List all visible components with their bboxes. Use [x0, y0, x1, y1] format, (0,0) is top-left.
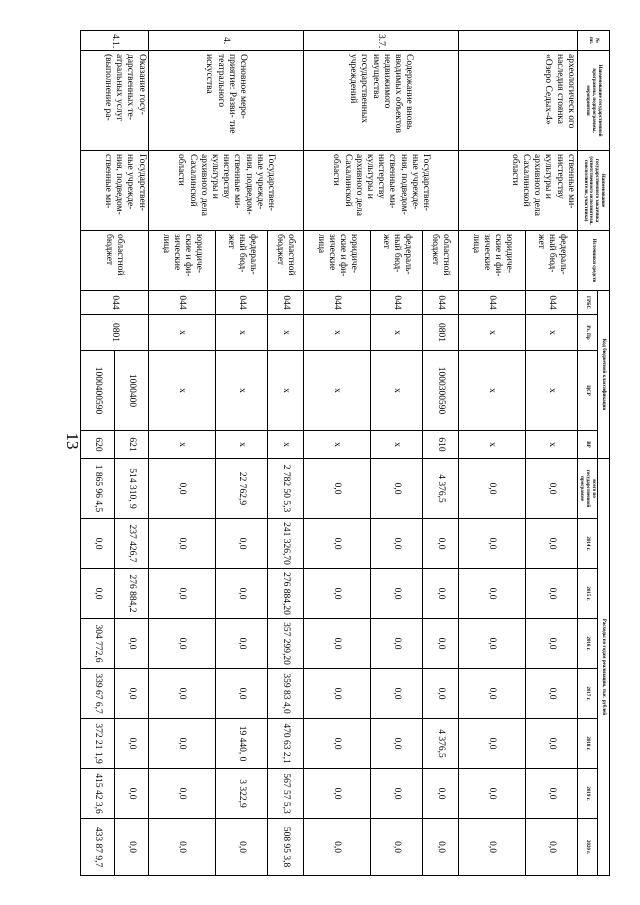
cell-2016: 0,0: [371, 619, 423, 669]
cell-csr: 1000400: [114, 351, 148, 431]
cell-2020: 0,0: [526, 819, 578, 876]
cell-grbs: 044: [303, 291, 370, 315]
cell-2017: 0,0: [216, 669, 268, 719]
table-row: [526, 31, 578, 876]
cell-2016: 0,0: [422, 619, 458, 669]
cell-name: археологическ ого наследия стоянка «Озеро Седых-4»: [458, 51, 577, 151]
cell-2020: 0,0: [371, 819, 423, 876]
header-2019: 2019 г.: [577, 769, 597, 819]
cell-2016: 0,0: [526, 619, 578, 669]
cell-2020: 0,0: [148, 819, 215, 876]
cell-rzpr: x: [148, 315, 215, 351]
cell-source: юридиче- ские и фи- зические лица: [458, 231, 525, 291]
header-expenses: Расходы по годам реализации, тыс. рублей: [598, 459, 610, 876]
cell-2014: 0,0: [303, 519, 370, 569]
cell-2020: 0,0: [422, 819, 458, 876]
cell-2019: 0,0: [526, 769, 578, 819]
cell-2017: 359 83 4,0: [267, 669, 303, 719]
cell-total: 22 762,9: [216, 459, 268, 519]
cell-name: Основное меро- приятие: Разви- тие театрального искусства: [148, 51, 303, 151]
cell-2017: 0,0: [458, 669, 525, 719]
cell-rzpr: x: [267, 315, 303, 351]
cell-csr: x: [526, 351, 578, 431]
cell-2019: 0,0: [114, 769, 148, 819]
cell-source: федераль- ный бюд- жет: [216, 231, 268, 291]
cell-csr: x: [371, 351, 423, 431]
cell-rzpr: 0801: [422, 315, 458, 351]
cell-vr: x: [148, 431, 215, 459]
cell-2020: 0,0: [303, 819, 370, 876]
cell-2018: 19 440, 0: [216, 719, 268, 769]
cell-2018: 0,0: [303, 719, 370, 769]
cell-2017: 0,0: [371, 669, 423, 719]
cell-2016: 304 772,6: [81, 619, 115, 669]
header-2016: 2016 г.: [577, 619, 597, 669]
cell-2019: 0,0: [458, 769, 525, 819]
header-2015: 2015 г.: [577, 569, 597, 619]
cell-csr: x: [303, 351, 370, 431]
cell-grbs: 044: [267, 291, 303, 315]
cell-rzpr: x: [458, 315, 525, 351]
rotated-table-container: [80, 30, 610, 875]
header-budget-class: Код бюджетной классификации: [598, 291, 610, 459]
cell-2019: 3 322,9: [216, 769, 268, 819]
cell-2019: 415 42 3,6: [81, 769, 115, 819]
cell-grbs: 044: [526, 291, 578, 315]
cell-vr: x: [458, 431, 525, 459]
cell-source: областной бюджет: [81, 231, 149, 291]
table-row: [422, 31, 458, 876]
cell-2014: 0,0: [458, 519, 525, 569]
cell-rzpr: x: [371, 315, 423, 351]
cell-vr: x: [371, 431, 423, 459]
cell-2017: 0,0: [303, 669, 370, 719]
cell-2019: 0,0: [371, 769, 423, 819]
cell-2018: 4 376,5: [422, 719, 458, 769]
cell-2016: 0,0: [216, 619, 268, 669]
cell-2020: 0,0: [216, 819, 268, 876]
cell-2016: 357 299,20: [267, 619, 303, 669]
cell-2016: 0,0: [303, 619, 370, 669]
cell-2018: 372 21 1,9: [81, 719, 115, 769]
cell-csr: x: [216, 351, 268, 431]
cell-csr: 1000300590: [422, 351, 458, 431]
cell-2016: 0,0: [148, 619, 215, 669]
cell-2018: 0,0: [526, 719, 578, 769]
cell-2016: 0,0: [114, 619, 148, 669]
cell-num: [458, 31, 577, 51]
cell-name: Оказание госу- дарственных те- атральных услуг (выполнение ра-: [81, 51, 149, 151]
cell-2015: 276 884,2: [114, 569, 148, 619]
cell-total: 0,0: [303, 459, 370, 519]
header-executor: Наименование государственного заказчика (ответственного исполнителя, соисполнителя, участника): [577, 151, 609, 231]
cell-csr: x: [458, 351, 525, 431]
cell-grbs: 044: [458, 291, 525, 315]
header-name: Наименование государственной программы, подпрограммы, мероприятия: [577, 51, 609, 151]
cell-2014: 237 426,7: [114, 519, 148, 569]
cell-rzpr: 0801: [81, 315, 149, 351]
cell-vr: 621: [114, 431, 148, 459]
cell-2017: 0,0: [148, 669, 215, 719]
cell-2020: 0,0: [114, 819, 148, 876]
cell-2014: 0,0: [526, 519, 578, 569]
cell-2018: 470 63 2,1: [267, 719, 303, 769]
cell-2016: 0,0: [458, 619, 525, 669]
header-2017: 2017 г.: [577, 669, 597, 719]
table-row: [267, 31, 303, 876]
cell-2020: 0,0: [458, 819, 525, 876]
cell-total: 514 310, 9: [114, 459, 148, 519]
cell-2015: 0,0: [216, 569, 268, 619]
cell-total: 0,0: [371, 459, 423, 519]
cell-2017: 0,0: [526, 669, 578, 719]
cell-total: 2 782 50 5,3: [267, 459, 303, 519]
cell-2015: 0,0: [148, 569, 215, 619]
cell-source: юридиче- ские и фи- зические лица: [148, 231, 215, 291]
cell-executor: ственные ми- нистерству культуры и архивного дела Сахалинской области: [458, 151, 577, 231]
header-total: всего по государственной программе: [577, 459, 597, 519]
cell-num: 4.1.: [81, 31, 149, 51]
cell-2014: 241 326,70: [267, 519, 303, 569]
header-2020: 2020 г.: [577, 819, 597, 876]
cell-2014: 0,0: [422, 519, 458, 569]
header-vr: ВР: [577, 431, 597, 459]
cell-csr: 1000400590: [81, 351, 115, 431]
cell-2018: 0,0: [458, 719, 525, 769]
cell-rzpr: x: [526, 315, 578, 351]
cell-grbs: 044: [148, 291, 215, 315]
header-source: Источники средств: [577, 231, 609, 291]
cell-executor: Государствен- ные учрежде- ния, подведом- ственные ми-: [81, 151, 149, 231]
cell-2015: 0,0: [371, 569, 423, 619]
page-number: 13: [63, 432, 82, 450]
cell-vr: 610: [422, 431, 458, 459]
cell-total: 0,0: [458, 459, 525, 519]
cell-total: 1 865 96 4,5: [81, 459, 115, 519]
cell-2015: 276 884,20: [267, 569, 303, 619]
cell-2017: 0,0: [114, 669, 148, 719]
cell-2017: 339 67 6,7: [81, 669, 115, 719]
cell-vr: x: [267, 431, 303, 459]
header-2018: 2018 г.: [577, 719, 597, 769]
cell-2020: 508 95 3,8: [267, 819, 303, 876]
cell-grbs: 044: [422, 291, 458, 315]
header-csr: ЦСР: [577, 351, 597, 431]
cell-vr: x: [526, 431, 578, 459]
cell-total: 4 376,5: [422, 459, 458, 519]
cell-2015: 0,0: [458, 569, 525, 619]
cell-2018: 0,0: [114, 719, 148, 769]
cell-source: областной бюджет: [422, 231, 458, 291]
cell-2015: 0,0: [526, 569, 578, 619]
cell-vr: 620: [81, 431, 115, 459]
cell-2019: 567 57 5,3: [267, 769, 303, 819]
cell-grbs: 044: [216, 291, 268, 315]
header-grbs: ГРБС: [577, 291, 597, 315]
cell-name: Содержание вновь вводимых объектов недвижимого имущества государственных учреждений: [303, 51, 458, 151]
cell-2015: 0,0: [422, 569, 458, 619]
table-row: [114, 31, 148, 876]
cell-source: федераль- ный бюд- жет: [526, 231, 578, 291]
header-num: № пп.: [577, 31, 609, 51]
cell-vr: x: [303, 431, 370, 459]
cell-2019: 0,0: [148, 769, 215, 819]
cell-2014: 0,0: [81, 519, 115, 569]
cell-2015: 0,0: [303, 569, 370, 619]
cell-2015: 0,0: [81, 569, 115, 619]
cell-total: 0,0: [148, 459, 215, 519]
cell-executor: Государствен- ные учрежде- ния, подведом- ственные ми- нистерству культуры и архивного дела Сахалинской области: [303, 151, 458, 231]
cell-grbs: 044: [81, 291, 149, 315]
cell-2019: 0,0: [422, 769, 458, 819]
cell-2019: 0,0: [303, 769, 370, 819]
cell-grbs: 044: [371, 291, 423, 315]
cell-executor: Государствен- ные учрежде- ния, подведом- ственные ми- нистерству культуры и архивного дела Сахалинской области: [148, 151, 303, 231]
cell-source: областной бюджет: [267, 231, 303, 291]
cell-num: 3.7.: [303, 31, 458, 51]
cell-source: федераль- ный бюд- жет: [371, 231, 423, 291]
cell-rzpr: x: [303, 315, 370, 351]
cell-source: юридиче- ские и фи- зические лица: [303, 231, 370, 291]
cell-2017: 0,0: [422, 669, 458, 719]
cell-num: 4.: [148, 31, 303, 51]
cell-vr: x: [216, 431, 268, 459]
cell-total: 0,0: [526, 459, 578, 519]
cell-2020: 433 87 9,7: [81, 819, 115, 876]
cell-2014: 0,0: [216, 519, 268, 569]
cell-2014: 0,0: [371, 519, 423, 569]
budget-table: [80, 30, 610, 876]
cell-csr: x: [148, 351, 215, 431]
cell-2018: 0,0: [371, 719, 423, 769]
header-2014: 2014 г.: [577, 519, 597, 569]
header-rzpr: Рз, Пр: [577, 315, 597, 351]
cell-csr: x: [267, 351, 303, 431]
cell-2014: 0,0: [148, 519, 215, 569]
cell-rzpr: x: [216, 315, 268, 351]
cell-2018: 0,0: [148, 719, 215, 769]
